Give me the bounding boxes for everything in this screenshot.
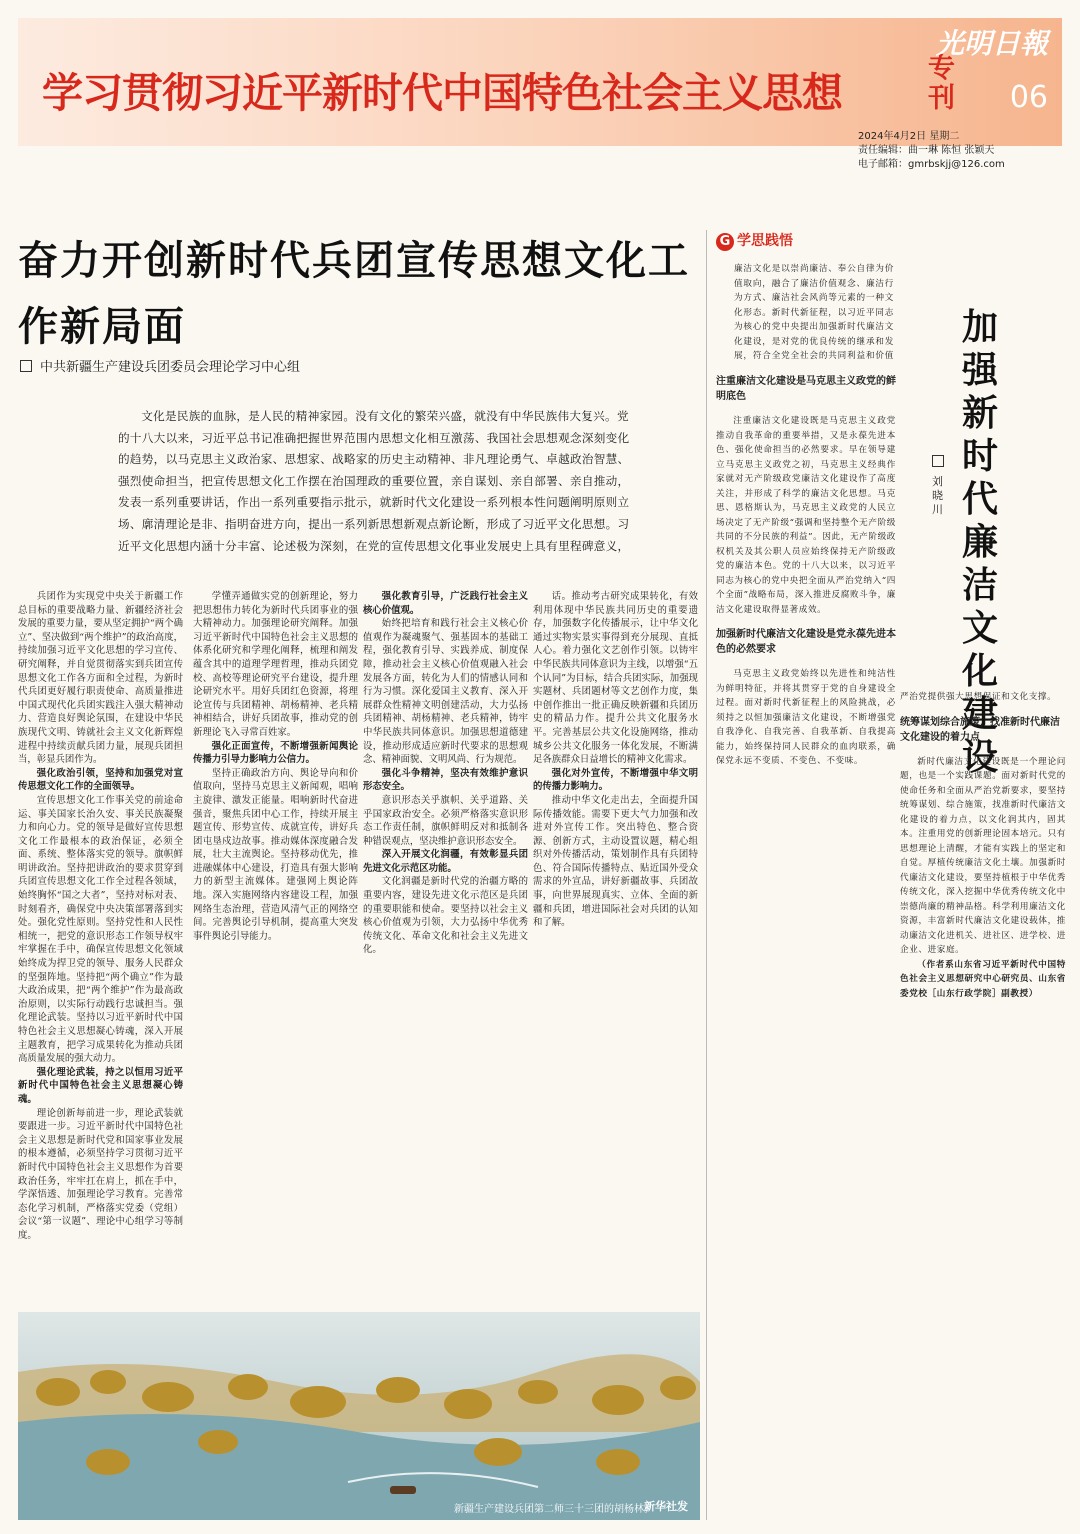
right-subheading-3: 统筹谋划综合施策，找准新时代廉洁文化建设的着力点: [900, 716, 1060, 743]
paragraph: 兵团作为实现党中央关于新疆工作总目标的重要战略力量、新疆经济社会发展的重要力量，要从坚定拥护“两个确立”、坚决做到“两个维护”的政治高度，持续加强习近平文化思想的学习宣传、研究阐释，并自觉贯彻落实到兵团宣传思想文化工作各方面和全过程，为新时代兵团更好履行职责使命、高质量推进中国式现代化兵团实践注入强大精神动力、营造良好舆论氛围，在建设中华民族现代文明、铸就社会主义文化新辉煌进程中持续贡献兵团力量，展现兵团担当，彰显兵团作为。: [18, 591, 183, 766]
article-column-3: [363, 590, 528, 1306]
paragraph: 始终把培育和践行社会主义核心价值观作为凝魂聚气、强基固本的基础工程，强化教育引导、实践养成、制度保障，推动社会主义核心价值观融入社会发展各方面，转化为人们的情感认同和行为习惯。深化爱国主义教育、深入开展群众性精神文明创建活动，大力弘扬兵团精神、胡杨精神、老兵精神，铸牢中华民族共同体意识。加强思想道德建设，推动形成适应新时代要求的思想观念、精神面貌、文明风尚、行为规范。: [363, 618, 528, 766]
right-article-intro: 廉洁文化是以崇尚廉洁、奉公自律为价值取向，融合了廉洁价值观念、廉洁行为方式、廉洁社会风尚等元素的一种文化形态。新时代新征程，以习近平同志为核心的党中央提出加强新时代廉洁文化建设，是对党的优良传统的继承和发展，符合全党全社会的共同利益和价值: [734, 264, 894, 361]
paragraph-heading: 强化政治引领，坚持和加强党对宣传思想文化工作的全面领导。: [18, 767, 183, 793]
photo-credit: 新华社发: [644, 1500, 688, 1513]
right-subheading-2: 加强新时代廉洁文化建设是党永葆先进本色的必然要求: [716, 629, 896, 655]
author-box-icon: [932, 455, 944, 467]
right-article-author: [932, 455, 946, 517]
paragraph: 理论创新每前进一步，理论武装就要跟进一步。习近平新时代中国特色社会主义思想是新时代党和国家事业发展的根本遵循，必须坚持学习贯彻习近平新时代中国特色社会主义思想作为首要政治任务，牢牢扛在肩上，抓在手中，学深悟透、加强理论学习教育。完善常态化学习机制，严格落实党委（党组）会议“第一议题”、理论中心组学习等制度。: [18, 1107, 183, 1241]
paragraph-heading: 强化理论武装，持之以恒用习近平新时代中国特色社会主义思想凝心铸魂。: [18, 1066, 183, 1105]
page-banner: [18, 18, 1062, 146]
right-column-b: [900, 690, 1066, 1520]
paragraph-heading: 深入开展文化润疆，有效彰显兵团先进文化示范区功能。: [363, 849, 528, 874]
banner-title: 学习贯彻习近平新时代中国特色社会主义思想: [42, 69, 842, 117]
right-column-a: [716, 364, 896, 1520]
article-byline: [20, 356, 300, 375]
right-paragraph-2: 马克思主义政党始终以先进性和纯洁性为鲜明特征，并将其贯穿于党的自身建设全过程。面对新时代新征程上的风险挑战，必须持之以恒加强廉洁文化建设，不断增强党自我净化、自我完善、自我革新、自我提高能力，始终保持同人民群众的血肉联系，确保党永远不变质、不变色、不变味。: [716, 669, 896, 766]
paragraph: 推动中华文化走出去，全面提升国际传播效能。需要下更大气力加强和改进对外宣传工作。突出特色、整合资源、创新方式，主动设置议题，精心组织对外传播活动，策划制作具有兵团特色、符合国际传播特点、贴近国外受众需求的外宣品，讲好新疆故事、兵团故事，向世界展现真实、立体、全面的新疆和兵团，增进国际社会对兵团的认知和了解。: [533, 794, 698, 929]
byline-text: 中共新疆生产建设兵团委员会理论学习中心组: [40, 360, 301, 375]
issue-email: 电子邮箱：gmrbskjj@126.com: [858, 159, 1005, 170]
photo-caption: 新疆生产建设兵团第二师三十三团的胡杨林。: [454, 1504, 654, 1515]
issue-date: 2024年4月2日 星期二: [858, 131, 960, 142]
section-tag-text: 学思践悟: [737, 233, 793, 249]
article-column-1: [18, 590, 183, 1306]
issue-meta: [858, 130, 1058, 172]
paragraph-heading: 强化斗争精神，坚决有效维护意识形态安全。: [363, 767, 528, 793]
populus-forest-image: [18, 1312, 700, 1520]
paragraph: 话。推动考古研究成果转化，有效利用体现中华民族共同历史的重要遗存，加强数字化传播展示，让中华文化通过实物实景实事得到充分展现、直抵人心。着力强化文艺创作引领。以铸牢中华民族共同体意识为主线，以增强“五个认同”为目标，结合兵团实际，加强现实题材、兵团题材等文艺创作力度，集中创作推出一批正确反映新疆和兵团历史的精品力作。提升公共文化服务水平。完善基层公共文化设施网络，推动城乡公共文化服务一体化发展，不断满足各族群众日益增长的精神文化需求。: [533, 591, 698, 766]
author-note: （作者系山东省习近平新时代中国特色社会主义思想研究中心研究员、山东省委党校［山东行政学院］副教授）: [900, 959, 1066, 999]
section-logo-icon: G: [716, 233, 734, 251]
page-number: 06: [1009, 80, 1048, 115]
right-top-line: 严治党提供强大思想保证和文化支撑。: [900, 692, 1057, 702]
paragraph-heading: 强化正面宣传，不断增强新闻舆论传播力引导力影响力公信力。: [193, 740, 358, 766]
paragraph: 学懂弄通做实党的创新理论，努力把思想伟力转化为新时代兵团事业的强大精神动力。加强理论研究阐释。加强习近平新时代中国特色社会主义思想的体系化研究和学理化阐释，梳理和阐发蕴含其中的道理学理哲理，推动兵团党校、高校等理论研究平台建设，提升理论研究水平。用好兵团红色资源，将理论宣传与兵团精神、胡杨精神、老兵精神相结合，讲好兵团故事，推动党的创新理论飞入寻常百姓家。: [193, 591, 358, 738]
banner-special-label: 专刊: [928, 53, 955, 114]
right-paragraph-1: 注重廉洁文化建设既是马克思主义政党推动自我革命的重要举措，又是永葆先进本色、强化使命担当的必然要求。早在领导建立马克思主义政党之初，马克思主义经典作家就对无产阶级政党廉洁文化建设作了高度关注，并形成了科学的廉洁文化思想。马克思、恩格斯认为，马克思主义政党的人民立场决定了无产阶级“强调和坚持整个无产阶级共同的不分民族的利益”。因此，无产阶级政权机关及其公职人员应始终保持无产阶级政党的廉洁本色。党的十八大以来，以习近平同志为核心的党中央把全面从严治党纳入“四个全面”战略布局，深入推进反腐败斗争，廉洁文化建设取得显著成效。: [716, 416, 896, 615]
paragraph-heading: 强化教育引导，广泛践行社会主义核心价值观。: [363, 591, 528, 616]
paragraph: 坚持正确政治方向、舆论导向和价值取向，坚持马克思主义新闻观，唱响主旋律、激发正能量。唱响新时代奋进强音，聚焦兵团中心工作，持续开展主题宣传、形势宣传、成就宣传，讲好兵团屯垦戍边故事。推动媒体深度融合发展，壮大主流舆论。坚持移动优先，推进融媒体中心建设，打造具有强大影响力的新型主流媒体。建强网上舆论阵地。深入实施网络内容建设工程，加强网络生态治理，营造风清气正的网络空间。完善舆论引导机制，提高重大突发事件舆论引导能力。: [193, 767, 358, 942]
issue-editors: 责任编辑：曲一琳 陈恒 张颖天: [858, 145, 995, 156]
article-lead: 文化是民族的血脉，是人民的精神家园。没有文化的繁荣兴盛，就没有中华民族伟大复兴。党的十八大以来，习近平总书记准确把握世界范围内思想文化相互激荡、我国社会思想观念深刻变化的趋势，以马克思主义政治家、思想家、战略家的历史主动精神、非凡理论勇气、卓越政治智慧、强烈使命担当，把宣传思想文化工作摆在治国理政的重要位置，亲自谋划、亲自部署、亲自推动，发表一系列重要讲话，作出一系列重要指示批示，就新时代文化建设一系列根本性问题阐明原则立场、廓清理论是非、指明奋进方向，提出一系列新思想新观点新论断，形成了习近平文化思想。习近平文化思想内涵十分丰富、论述极为深刻，在党的宣传思想文化事业发展史上具有里程碑意义，: [118, 409, 630, 553]
right-subheading-1: 注重廉洁文化建设是马克思主义政党的鲜明底色: [716, 376, 896, 402]
article-photo: [18, 1312, 700, 1520]
byline-box-icon: [20, 360, 32, 372]
right-paragraph-3: 新时代廉洁文化建设既是一个理论问题，也是一个实践课题。面对新时代党的使命任务和全面从严治党新要求，要坚持统筹谋划、综合施策，找准新时代廉洁文化建设的着力点，以文化润其内，固其本。注重用党的创新理论固本培元。只有思想理论上清醒，才能有实践上的坚定和自觉。厚植传统廉洁文化土壤。加强新时代廉洁文化建设，要坚持植根于中华优秀传统文化，深入挖掘中华优秀传统文化中崇德尚廉的精神品格。科学利用廉洁文化资源，丰富新时代廉洁文化建设载体，推动廉洁文化进机关、进社区、进学校、进企业、进家庭。: [900, 756, 1066, 955]
right-article-title: 加强新时代廉洁文化建设: [962, 306, 999, 778]
paragraph: 文化润疆是新时代党的治疆方略的重要内容，建设先进文化示范区是兵团的重要职能和使命。要坚持以社会主义核心价值观为引领，大力弘扬中华优秀传统文化、革命文化和社会主义先进文化。: [363, 876, 528, 956]
paragraph: 意识形态关乎旗帜、关乎道路、关乎国家政治安全。必须严格落实意识形态工作责任制，旗帜鲜明反对和抵制各种错误观点，坚决维护意识形态安全。: [363, 794, 528, 847]
article-column-2: [193, 590, 358, 1306]
article-headline: 奋力开创新时代兵团宣传思想文化工作新局面: [18, 237, 690, 350]
paragraph-heading: 强化对外宣传，不断增强中华文明的传播力影响力。: [533, 767, 698, 793]
newspaper-logo: 光明日報: [935, 27, 1048, 60]
paragraph: 宣传思想文化工作事关党的前途命运、事关国家长治久安、事关民族凝聚力和向心力。党的领导是做好宣传思想文化工作最根本的政治保证，必须全面、系统、整体落实党的领导。旗帜鲜明讲政治。坚持把讲政治的要求贯穿到兵团宣传思想文化工作全过程各领域，始终胸怀“国之大者”，坚持对标对表、时刻看齐，确保党中央决策部署落到实处。强化党性原则。坚持党性和人民性相统一，把党的意识形态工作领导权牢牢掌握在手中，确保宣传思想文化领域始终成为捍卫党的领导、服务人民群众的坚强阵地。坚持把“两个确立”作为最大政治成果，把“两个维护”作为最高政治原则，以实际行动践行忠诚担当。强化理论武装。坚持以习近平新时代中国特色社会主义思想凝心铸魂，深入开展主题教育，把学习成果转化为推动兵团高质量发展的强大动力。: [18, 794, 183, 1065]
column-divider: [706, 230, 707, 1520]
article-column-4: [533, 590, 698, 1306]
right-author-name: 刘晓川: [932, 475, 943, 516]
section-tag: [716, 230, 793, 251]
